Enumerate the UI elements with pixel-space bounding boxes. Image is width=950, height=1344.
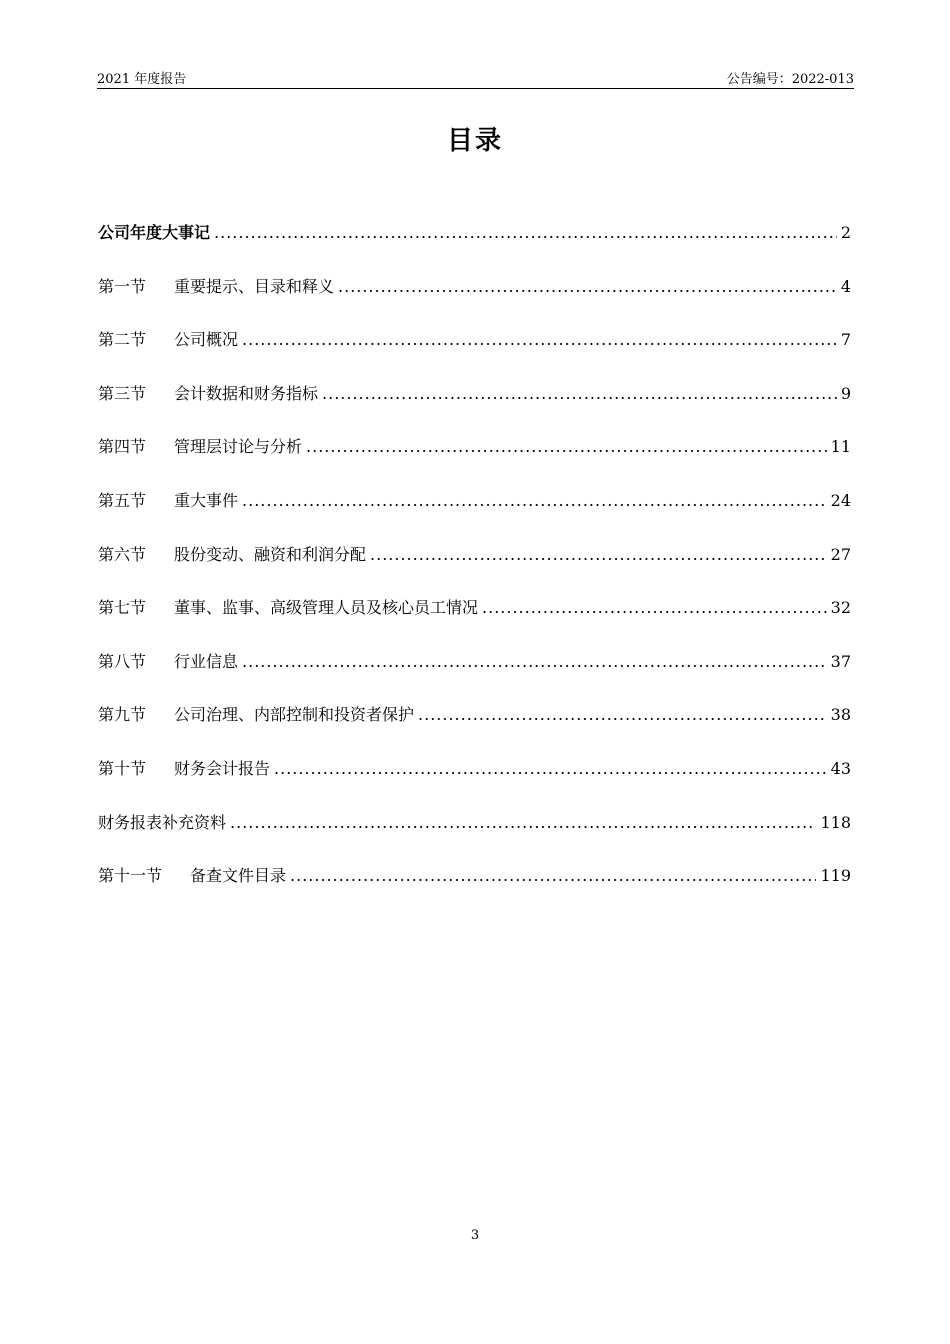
toc-entry-text: 行业信息 [174, 651, 239, 671]
table-of-contents [98, 218, 851, 915]
toc-dot-leader [482, 593, 827, 623]
toc-entry-page: 7 [840, 330, 851, 350]
toc-entry-text: 财务会计报告 [174, 758, 271, 778]
toc-entry-section-5[interactable] [98, 486, 851, 540]
toc-entry-page: 2 [840, 223, 851, 242]
toc-entry-text: 管理层讨论与分析 [174, 437, 303, 457]
toc-entry-text: 重要提示、目录和释义 [174, 276, 335, 296]
toc-dot-leader [242, 325, 837, 355]
toc-entry-text: 公司概况 [174, 330, 239, 350]
toc-entry-text: 会计数据和财务指标 [174, 383, 319, 403]
toc-dot-leader [322, 379, 837, 409]
toc-dot-leader [242, 486, 827, 516]
toc-entry-section-6[interactable] [98, 540, 851, 594]
toc-dot-leader [306, 432, 827, 462]
toc-entry-section-3[interactable] [98, 379, 851, 433]
toc-entry-chapter: 第三节 [98, 383, 147, 403]
toc-entry-text: 公司治理、内部控制和投资者保护 [174, 705, 415, 725]
toc-entry-page: 32 [830, 598, 851, 618]
toc-dot-leader [230, 808, 816, 838]
toc-entry-chapter: 第六节 [98, 544, 147, 564]
toc-dot-leader [214, 218, 837, 248]
toc-entry-supplementary[interactable] [98, 808, 851, 862]
toc-entry-section-7[interactable] [98, 593, 851, 647]
toc-entry-chapter: 第二节 [98, 330, 147, 350]
toc-entry-page: 37 [830, 651, 851, 671]
page-header [97, 66, 854, 89]
toc-entry-page: 24 [830, 490, 851, 510]
toc-dot-leader [290, 861, 816, 891]
toc-entry-section-10[interactable] [98, 754, 851, 808]
toc-entry-section-8[interactable] [98, 647, 851, 701]
toc-entry-text: 股份变动、融资和利润分配 [174, 544, 367, 564]
toc-entry-section-11[interactable] [98, 861, 851, 915]
toc-entry-page: 27 [830, 544, 851, 564]
toc-entry-section-9[interactable] [98, 700, 851, 754]
page-title: 目录 [446, 126, 503, 156]
toc-entry-chapter: 第十节 [98, 758, 147, 778]
toc-entry-chapter: 第八节 [98, 651, 147, 671]
header-announcement-number: 公告编号：2022-013 [726, 72, 854, 87]
toc-entry-section-1[interactable] [98, 272, 851, 326]
toc-dot-leader [274, 754, 827, 784]
toc-entry-text: 重大事件 [174, 490, 239, 510]
toc-entry-chapter: 第四节 [98, 437, 147, 457]
toc-entry-section-2[interactable] [98, 325, 851, 379]
toc-entry-page: 4 [840, 276, 851, 296]
toc-entry-page: 38 [830, 705, 851, 725]
toc-entry-page: 11 [830, 437, 851, 457]
toc-entry-page: 43 [830, 758, 851, 778]
toc-entry-text: 财务报表补充资料 [98, 812, 227, 832]
header-report-title: 2021 年度报告 [97, 72, 187, 87]
toc-entry-text: 备查文件目录 [190, 866, 287, 886]
toc-entry-page: 118 [820, 812, 851, 832]
toc-dot-leader [242, 647, 827, 677]
toc-entry-chapter: 第九节 [98, 705, 147, 725]
toc-entry-chapter: 第五节 [98, 490, 147, 510]
toc-dot-leader [338, 272, 837, 302]
toc-entry-chapter: 第十一节 [98, 866, 163, 886]
toc-entry-text: 董事、监事、高级管理人员及核心员工情况 [174, 598, 479, 618]
toc-entry-chapter: 第一节 [98, 276, 147, 296]
page-number: 3 [470, 1228, 480, 1243]
toc-entry-chapter: 第七节 [98, 598, 147, 618]
toc-entry-page: 9 [840, 383, 851, 403]
toc-entry-page: 119 [820, 866, 851, 886]
toc-entry-text: 公司年度大事记 [98, 223, 211, 242]
toc-entry-annual-events[interactable] [98, 218, 851, 272]
toc-dot-leader [418, 700, 827, 730]
toc-entry-section-4[interactable] [98, 432, 851, 486]
toc-dot-leader [370, 540, 827, 570]
